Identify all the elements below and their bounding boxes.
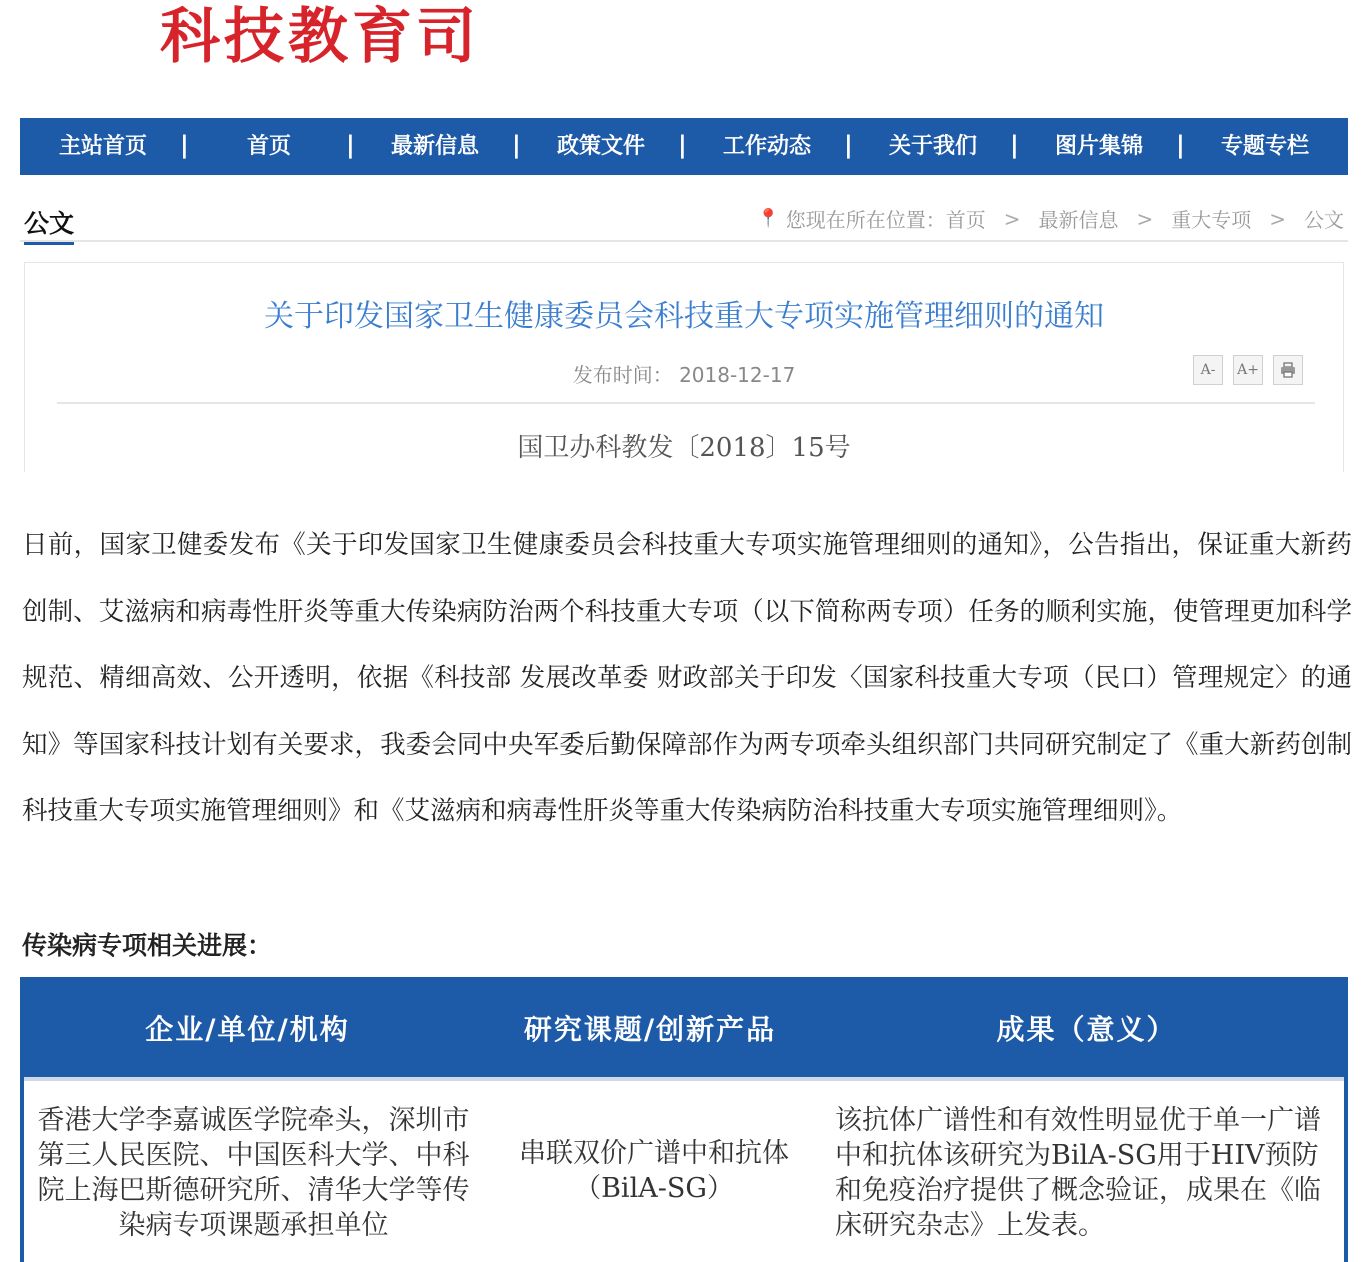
column-header-result: 成果（意义） xyxy=(996,1013,1177,1046)
nav-item-home[interactable]: 首页 xyxy=(246,134,291,159)
location-pin-icon: 📍 xyxy=(757,208,780,229)
chevron-right-icon: > xyxy=(1136,206,1154,231)
nav-item-policy[interactable]: 政策文件 xyxy=(556,134,645,159)
table-cell-org: 香港大学李嘉诚医学院牵头，深圳市第三人民医院、中国医科大学、中科院上海巴斯德研究所、清华大学等传染病专项课题承担单位 xyxy=(37,1105,470,1241)
breadcrumb-prefix: 您现在所在位置： xyxy=(785,208,946,232)
progress-table xyxy=(20,977,1348,1262)
nav-item-latest[interactable]: 最新信息 xyxy=(390,134,479,159)
publish-date-label: 发布时间： xyxy=(572,363,673,387)
document-number: 国卫办科教发〔2018〕15号 xyxy=(517,433,851,463)
table-header xyxy=(20,977,1348,1077)
breadcrumb-link-major[interactable]: 重大专项 xyxy=(1171,208,1252,232)
site-logo[interactable]: 科技教育司 xyxy=(160,2,480,72)
divider xyxy=(20,240,1348,242)
breadcrumb-link-latest[interactable]: 最新信息 xyxy=(1038,208,1119,232)
font-decrease-icon[interactable]: A- xyxy=(1193,355,1223,385)
nav-item-work[interactable]: 工作动态 xyxy=(722,134,811,159)
breadcrumb xyxy=(757,204,1344,233)
article-title: 关于印发国家卫生健康委员会科技重大专项实施管理细则的通知 xyxy=(264,299,1104,334)
breadcrumb-link-doc[interactable]: 公文 xyxy=(1304,208,1344,232)
breadcrumb-link-home[interactable]: 首页 xyxy=(945,208,986,232)
article-header-card xyxy=(24,262,1344,472)
article-tools xyxy=(1193,355,1303,385)
section-title: 公文 xyxy=(24,204,74,245)
chevron-right-icon: > xyxy=(1269,206,1286,231)
font-increase-icon[interactable]: A+ xyxy=(1233,355,1263,385)
chevron-right-icon: > xyxy=(1003,206,1021,231)
column-header-product: 研究课题/创新产品 xyxy=(523,1013,777,1046)
print-icon[interactable] xyxy=(1273,355,1303,385)
nav-item-gallery[interactable]: 图片集锦 xyxy=(1054,134,1143,159)
article-body: 日前，国家卫健委发布《关于印发国家卫生健康委员会科技重大专项实施管理细则的通知》，公告指出，保证重大新药创制、艾滋病和病毒性肝炎等重大传染病防治两个科技重大专项（以下简称两专项）任务的顺利实施，使管理更加科学规范、精细高效、公开透明，依据《科技部 发展改革委 财政部关于印发〈国家科技重大专项（民口）管理规定〉的通知》等国家科技计划有关要求，我委会同中央军委后勤保障部作为两专项牵头组织部门共同研究制定了《重大新药创制科技重大专项实施管理细则》和《艾滋病和病毒性肝炎等重大传染病防治科技重大专项实施管理细则》。 xyxy=(22,530,1352,826)
nav-item-topics[interactable]: 专题专栏 xyxy=(1220,134,1309,159)
table-cell-product: 串联双价广谱中和抗体（BilA-SG） xyxy=(519,1138,789,1204)
publish-date xyxy=(25,359,1343,388)
main-nav: 主站首页 | 首页 | 最新信息 | 政策文件 | 工作动态 | 关于我们 | 图片集锦 | 专题专栏 xyxy=(20,118,1348,175)
nav-item-about[interactable]: 关于我们 xyxy=(888,134,977,159)
nav-item-main-home[interactable]: 主站首页 xyxy=(58,134,147,159)
progress-subheading: 传染病专项相关进展： xyxy=(22,931,273,960)
publish-date-value: 2018-12-17 xyxy=(679,363,796,387)
table-cell-result: 该抗体广谱性和有效性明显优于单一广谱中和抗体该研究为BilA-SG用于HIV预防和免疫治疗提供了概念验证，成果在《临床研究杂志》上发表。 xyxy=(835,1105,1321,1241)
divider xyxy=(57,402,1315,404)
column-header-org: 企业/单位/机构 xyxy=(145,1013,350,1046)
table-row xyxy=(24,1077,1344,1262)
